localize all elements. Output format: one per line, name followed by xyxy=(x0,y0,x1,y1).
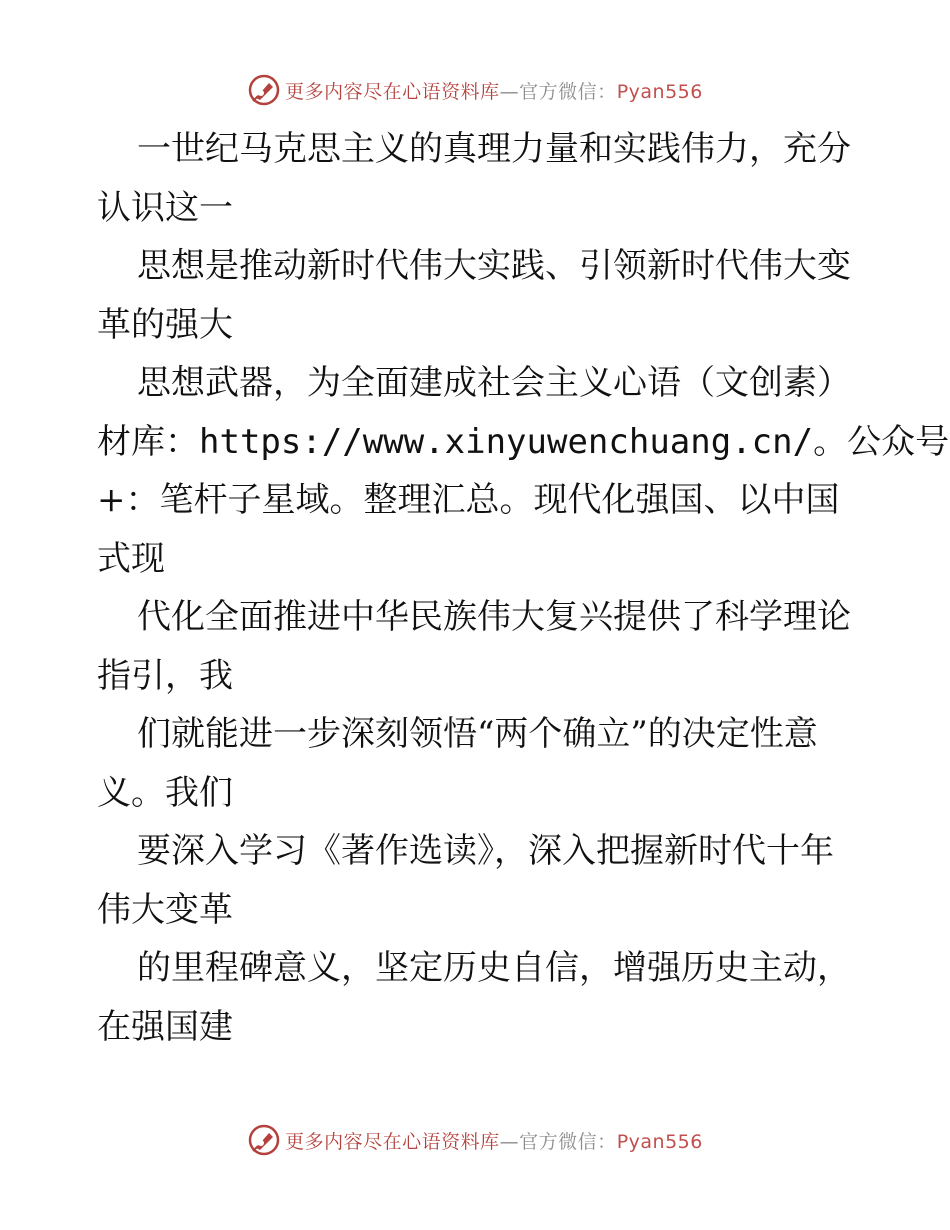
body-line-url: 材库：https://www.xinyuwenchuang.cn/。公众号 xyxy=(97,421,950,462)
header-dash: — xyxy=(499,80,520,103)
body-line: 认识这一 xyxy=(97,187,233,228)
footer-wechat-label: 官方微信： xyxy=(519,1130,617,1153)
body-line: 要深入学习《著作选读》，深入把握新时代十年 xyxy=(137,831,834,871)
footer-text xyxy=(285,1127,703,1154)
header-brand: 更多内容尽在心语资料库 xyxy=(285,80,500,103)
pen-nib-logo-icon xyxy=(247,1123,281,1157)
page-footer-watermark xyxy=(0,1120,950,1160)
document-body xyxy=(97,120,950,1056)
body-line: +：笔杆子星域。整理汇总。现代化强国、以中国 xyxy=(97,480,840,520)
header-wechat-id: Pyan556 xyxy=(616,80,703,103)
body-line: 指引，我 xyxy=(97,655,233,696)
body-line: 思想是推动新时代伟大实践、引领新时代伟大变 xyxy=(137,246,851,286)
body-line: 革的强大 xyxy=(97,304,233,345)
header-text xyxy=(285,77,703,104)
body-line: 一世纪马克思主义的真理力量和实践伟力，充分 xyxy=(137,129,851,169)
body-line: 的里程碑意义，坚定历史自信，增强历史主动， xyxy=(137,948,851,988)
footer-dash: — xyxy=(499,1130,520,1153)
footer-wechat-id: Pyan556 xyxy=(616,1130,703,1153)
body-line: 代化全面推进中华民族伟大复兴提供了科学理论 xyxy=(137,597,851,637)
body-line: 们就能进一步深刻领悟“两个确立”的决定性意 xyxy=(137,714,818,754)
page-header-watermark xyxy=(0,70,950,110)
header-wechat-label: 官方微信： xyxy=(519,80,617,103)
footer-brand: 更多内容尽在心语资料库 xyxy=(285,1130,500,1153)
body-line: 思想武器，为全面建成社会主义心语（文创素） xyxy=(137,363,851,403)
body-line: 在强国建 xyxy=(97,1006,233,1047)
body-line: 义。我们 xyxy=(97,772,233,813)
body-line: 式现 xyxy=(97,538,165,579)
body-line: 伟大变革 xyxy=(97,889,233,930)
pen-nib-logo-icon xyxy=(247,73,281,107)
